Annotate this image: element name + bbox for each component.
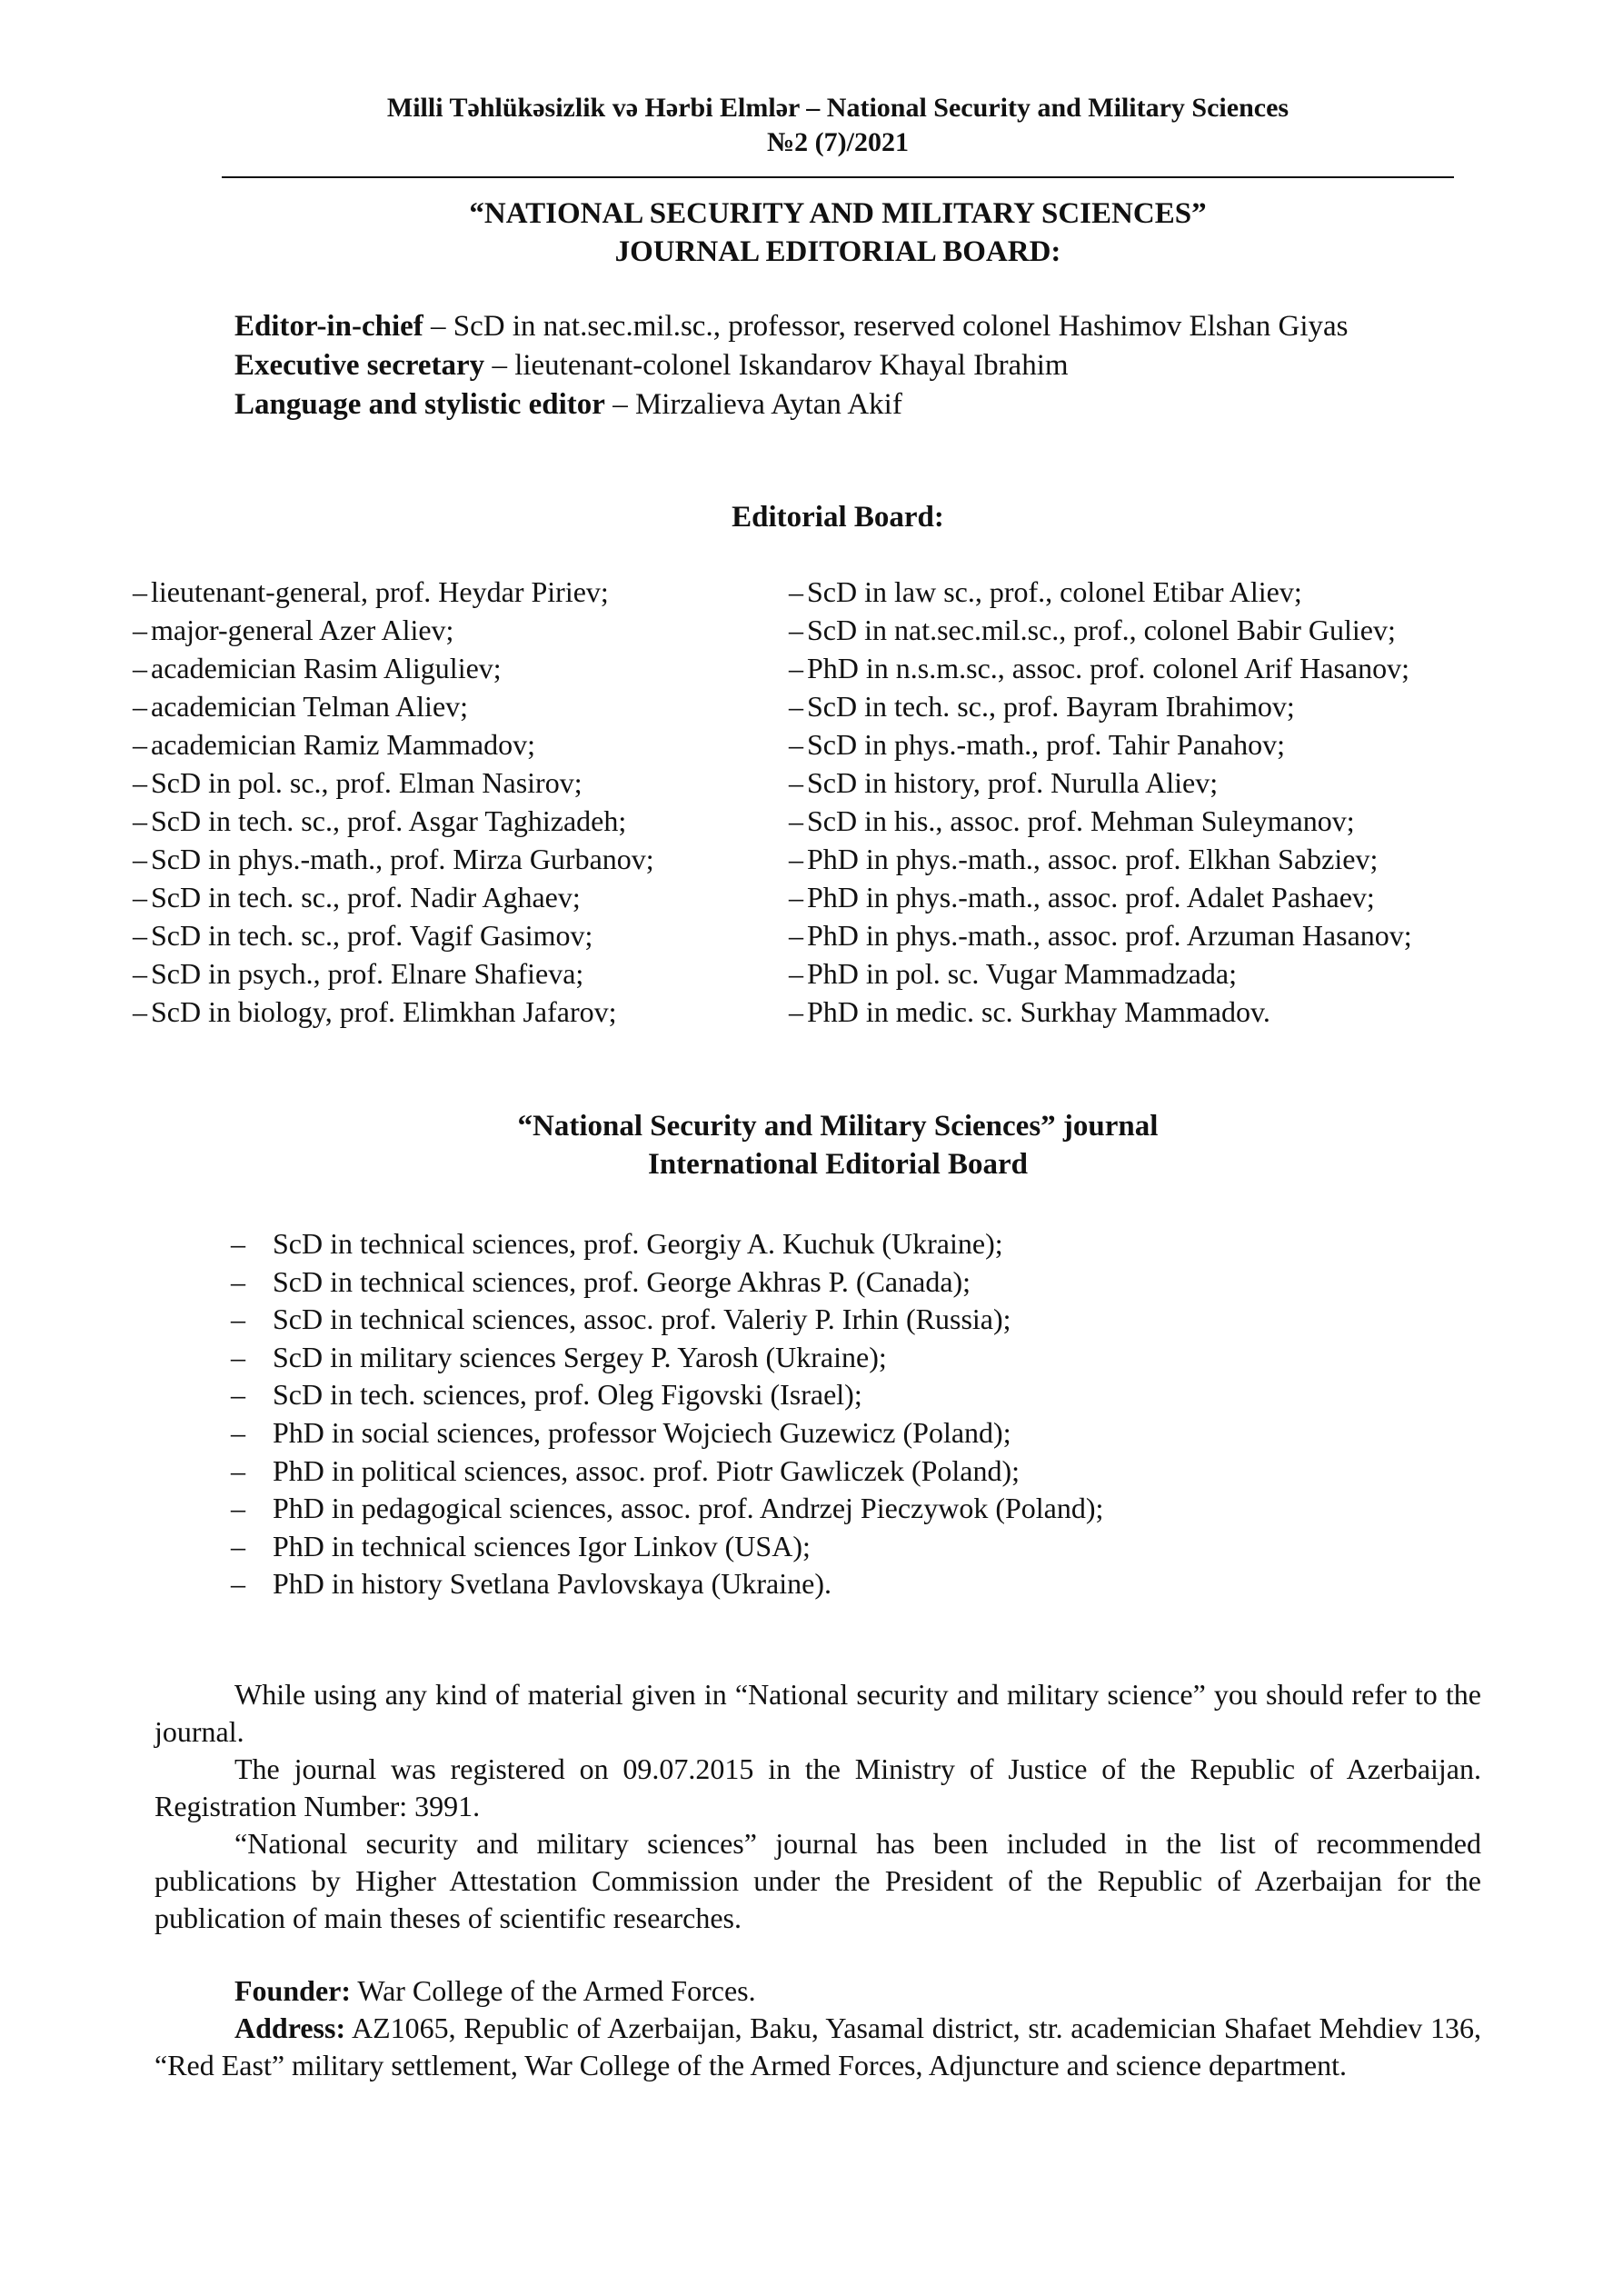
dash-bullet: – — [133, 957, 147, 990]
role-executive-secretary — [234, 346, 1525, 385]
editorial-board-left-column — [133, 573, 654, 1031]
list-item-text: PhD in pol. sc. Vugar Mammadzada; — [807, 957, 1237, 990]
dash-bullet: – — [789, 804, 803, 837]
list-item — [133, 725, 654, 764]
list-item — [789, 725, 1412, 764]
list-item — [133, 878, 654, 916]
dash-bullet: – — [789, 652, 803, 684]
list-item — [231, 1263, 1103, 1302]
list-item-text: ScD in tech. sciences, prof. Oleg Figovski (Israel); — [273, 1378, 862, 1412]
board-heading-line2: JOURNAL EDITORIAL BOARD: — [614, 235, 1061, 268]
dash-bullet: – — [231, 1227, 245, 1260]
list-item-text: ScD in nat.sec.mil.sc., prof., colonel Babir Guliev; — [807, 614, 1396, 646]
board-heading-line1: “NATIONAL SECURITY AND MILITARY SCIENCES” — [469, 197, 1207, 230]
editorial-roles — [234, 307, 1525, 424]
list-item — [231, 1565, 1103, 1603]
dash-bullet: – — [789, 843, 803, 875]
list-item-text: ScD in technical sciences, prof. Georgiy A. Kuchuk (Ukraine); — [273, 1227, 1003, 1260]
list-item — [133, 573, 654, 611]
list-item — [789, 573, 1412, 611]
list-item — [231, 1301, 1103, 1339]
list-item — [789, 878, 1412, 916]
list-item — [789, 764, 1412, 802]
international-board-heading — [222, 1107, 1454, 1183]
list-item-text: ScD in tech. sc., prof. Asgar Taghizadeh; — [151, 804, 627, 837]
list-item-text: ScD in technical sciences, assoc. prof. Valeriy P. Irhin (Russia); — [273, 1303, 1011, 1336]
list-item-text: PhD in pedagogical sciences, assoc. prof. Andrzej Pieczywok (Poland); — [273, 1492, 1104, 1525]
list-item-text: ScD in psych., prof. Elnare Shafieva; — [151, 957, 584, 990]
address-value: AZ1065, Republic of Azerbaijan, Baku, Yasamal district, str. academician Shafaet Mehdiev 136, “Red East” military settlement, War College of the Armed Forces, Adjuncture and science department. — [154, 2011, 1481, 2081]
dash-bullet: – — [133, 995, 147, 1028]
list-item-text: ScD in phys.-math., prof. Tahir Panahov; — [807, 728, 1285, 761]
dash-bullet: – — [133, 728, 147, 761]
editorial-board-heading: Editorial Board: — [732, 501, 944, 534]
list-item — [231, 1452, 1103, 1491]
list-item-text: ScD in law sc., prof., colonel Etibar Aliev; — [807, 575, 1302, 608]
dash-bullet: – — [789, 575, 803, 608]
dash-bullet: – — [133, 766, 147, 799]
list-item — [231, 1414, 1103, 1452]
list-item — [133, 611, 654, 649]
list-item — [789, 840, 1412, 878]
dash-bullet: – — [231, 1492, 245, 1525]
issue-number: №2 (7)/2021 — [767, 127, 909, 157]
list-item-text: PhD in phys.-math., assoc. prof. Adalet Pashaev; — [807, 881, 1375, 913]
list-item-text: ScD in tech. sc., prof. Nadir Aghaev; — [151, 881, 581, 913]
list-item — [133, 840, 654, 878]
list-item — [133, 649, 654, 687]
address-label: Address: — [234, 2011, 346, 2044]
list-item — [133, 954, 654, 993]
founder-line — [154, 1972, 1481, 2010]
list-item-text: lieutenant-general, prof. Heydar Piriev; — [151, 575, 609, 608]
list-item-text: PhD in history Svetlana Pavlovskaya (Ukraine). — [273, 1567, 831, 1601]
role-label: Executive secretary — [234, 349, 485, 382]
list-item — [231, 1376, 1103, 1414]
role-label: Editor-in-chief — [234, 310, 423, 343]
list-item — [231, 1528, 1103, 1566]
list-item-text: ScD in biology, prof. Elimkhan Jafarov; — [151, 995, 617, 1028]
list-item — [789, 687, 1412, 725]
list-item-text: ScD in tech. sc., prof. Bayram Ibrahimov; — [807, 690, 1295, 723]
usage-note: While using any kind of material given in “National security and military science” you should refer to the journal. — [154, 1678, 1481, 1748]
founder-value: War College of the Armed Forces. — [351, 1974, 756, 2007]
list-item — [789, 649, 1412, 687]
dash-bullet: – — [789, 728, 803, 761]
list-item — [789, 611, 1412, 649]
international-board-list — [231, 1225, 1103, 1603]
international-board-heading-line2: International Editorial Board — [647, 1148, 1029, 1181]
list-item-text: PhD in technical sciences Igor Linkov (USA); — [273, 1529, 811, 1562]
list-item-text: ScD in phys.-math., prof. Mirza Gurbanov; — [151, 843, 654, 875]
list-item-text: academician Telman Aliev; — [151, 690, 469, 723]
list-item-text: PhD in phys.-math., assoc. prof. Arzuman Hasanov; — [807, 919, 1412, 952]
dash-bullet: – — [231, 1567, 245, 1601]
list-item-text: major-general Azer Aliev; — [151, 614, 454, 646]
list-item — [133, 993, 654, 1031]
dash-bullet: – — [789, 919, 803, 952]
list-item — [231, 1225, 1103, 1263]
list-item-text: academician Rasim Aliguliev; — [151, 652, 502, 684]
dash-bullet: – — [133, 919, 147, 952]
list-item-text: PhD in medic. sc. Surkhay Mammadov. — [807, 995, 1270, 1028]
dash-bullet: – — [231, 1453, 245, 1487]
list-item — [789, 916, 1412, 954]
list-item — [133, 764, 654, 802]
dash-bullet: – — [133, 652, 147, 684]
list-item — [789, 954, 1412, 993]
role-language-editor — [234, 385, 1525, 424]
list-item-text: ScD in history, prof. Nurulla Aliev; — [807, 766, 1219, 799]
dash-bullet: – — [231, 1529, 245, 1562]
registration-note: The journal was registered on 09.07.2015 in the Ministry of Justice of the Republic of Azerbaijan. Registration Number: 3991. — [154, 1752, 1481, 1822]
role-text: – ScD in nat.sec.mil.sc., professor, reserved colonel Hashimov Elshan Giyas — [423, 310, 1349, 343]
running-head-title: Milli Təhlükəsizlik və Hərbi Elmlər – National Security and Military Sciences — [386, 93, 1289, 123]
dash-bullet: – — [789, 957, 803, 990]
dash-bullet: – — [231, 1303, 245, 1336]
list-item-text: PhD in social sciences, professor Wojciech Guzewicz (Poland); — [273, 1415, 1011, 1449]
board-heading — [222, 195, 1454, 271]
dash-bullet: – — [789, 614, 803, 646]
role-editor-in-chief — [234, 307, 1525, 346]
dash-bullet: – — [133, 881, 147, 913]
dash-bullet: – — [789, 690, 803, 723]
list-item — [789, 802, 1412, 840]
dash-bullet: – — [231, 1264, 245, 1298]
list-item — [133, 687, 654, 725]
list-item-text: ScD in his., assoc. prof. Mehman Suleymanov; — [807, 804, 1355, 837]
dash-bullet: – — [231, 1340, 245, 1373]
dash-bullet: – — [789, 881, 803, 913]
role-label: Language and stylistic editor — [234, 388, 605, 421]
header-rule — [222, 176, 1454, 178]
role-text: – lieutenant-colonel Iskandarov Khayal Ibrahim — [484, 349, 1069, 382]
list-item-text: ScD in tech. sc., prof. Vagif Gasimov; — [151, 919, 593, 952]
list-item-text: ScD in technical sciences, prof. George Akhras P. (Canada); — [273, 1264, 971, 1298]
dash-bullet: – — [133, 614, 147, 646]
dash-bullet: – — [133, 690, 147, 723]
role-text: – Mirzalieva Aytan Akif — [604, 388, 902, 421]
international-board-heading-line1: “National Security and Military Sciences” journal — [517, 1110, 1159, 1143]
address-block — [154, 2010, 1481, 2084]
list-item-text: academician Ramiz Mammadov; — [151, 728, 535, 761]
list-item — [133, 802, 654, 840]
dash-bullet: – — [133, 843, 147, 875]
recognition-note: “National security and military sciences” journal has been included in the list of recommended publications by Higher Attestation Commission under the President of the Republic of Azerbaijan for the publication of main theses of scientific researches. — [154, 1827, 1481, 1934]
list-item — [231, 1490, 1103, 1528]
list-item — [133, 916, 654, 954]
list-item-text: PhD in phys.-math., assoc. prof. Elkhan Sabziev; — [807, 843, 1379, 875]
list-item-text: ScD in military sciences Sergey P. Yarosh (Ukraine); — [273, 1340, 887, 1373]
founder-label: Founder: — [234, 1974, 351, 2007]
dash-bullet: – — [789, 766, 803, 799]
list-item-text: ScD in pol. sc., prof. Elman Nasirov; — [151, 766, 582, 799]
list-item — [789, 993, 1412, 1031]
dash-bullet: – — [133, 804, 147, 837]
dash-bullet: – — [133, 575, 147, 608]
list-item-text: PhD in political sciences, assoc. prof. Piotr Gawliczek (Poland); — [273, 1453, 1021, 1487]
dash-bullet: – — [789, 995, 803, 1028]
dash-bullet: – — [231, 1415, 245, 1449]
list-item-text: PhD in n.s.m.sc., assoc. prof. colonel Arif Hasanov; — [807, 652, 1410, 684]
dash-bullet: – — [231, 1378, 245, 1412]
editorial-board-right-column — [789, 573, 1412, 1031]
running-head — [222, 91, 1454, 160]
list-item — [231, 1339, 1103, 1377]
